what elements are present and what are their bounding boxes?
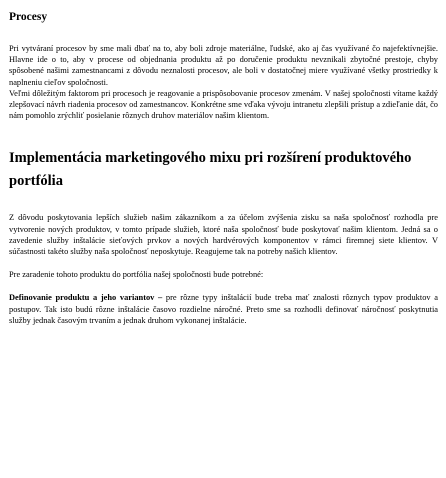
paragraph-procesy-2: Veľmi dôležitým faktorom pri procesoch je reagovanie a prispôsobovanie procesov zmenám. V našej spoločnosti vítame každý zlepšovací návrh riadenia procesov od zamestnancov. Konkrétne sme vďaka vývoju intranetu zlepšili prístup a zdieľanie dát, čo nám pomohlo zrýchliť posielanie rôznych druhov materiálov našim klientom.	[9, 88, 438, 121]
paragraph-marketing-1: Z dôvodu poskytovania lepších služieb našim zákazníkom a za účelom zvýšenia zisku sa naša spoločnosť rozhodla pre vytvorenie nových produktov, v tomto prípade služieb, ktoré naša spoločnosť bude poskytovať našim klientom. Jedná sa o zavedenie služby inštalácie sieťových prvkov a nových hardvérových komponentov v rámci firemnej siete klientov. V súčastnosti takéto služby naša spoločnosť neposkytuje. Reagujeme tak na potreby našich klientov.	[9, 213, 438, 257]
section-heading-procesy: Procesy	[9, 11, 48, 23]
definition-term: Definovanie produktu a jeho variantov –	[9, 293, 163, 303]
section-heading-marketing-mix: Implementácia marketingového mixu pri rozšírení produktového portfólia	[9, 150, 412, 190]
paragraph-marketing-3	[9, 292, 438, 326]
definition-text: pre rôzne typy inštalácií bude treba mať znalosti rôznych typov produktov a postupov. Tak isto budú rôzne inštalácie časovo rozdielne náročné. Preto sme sa rozhodli definovať náročnosť poskytnutia služby jednak časovým trvaním a jednak druhom vykonanej inštalácie.	[9, 293, 438, 325]
paragraph-marketing-2: Pre zaradenie tohoto produktu do portfólia našej spoločnosti bude potrebné:	[9, 270, 264, 280]
paragraph-procesy-1: Pri vytváraní procesov by sme mali dbať na to, aby boli zdroje materiálne, ľudské, ako aj čas využívané čo najefektívnejšie. Hlavne ide o to, aby v procese od objednania produktu až po doručenie produktu nevznikali zbytočné prestoje, chyby spôsobené našimi zamestnancami z dôvodu neznalosti procesov, ale boli v dostatočnej miere využívané všetky prostriedky k naplneniu cieľov spoločnosti.	[9, 44, 438, 87]
